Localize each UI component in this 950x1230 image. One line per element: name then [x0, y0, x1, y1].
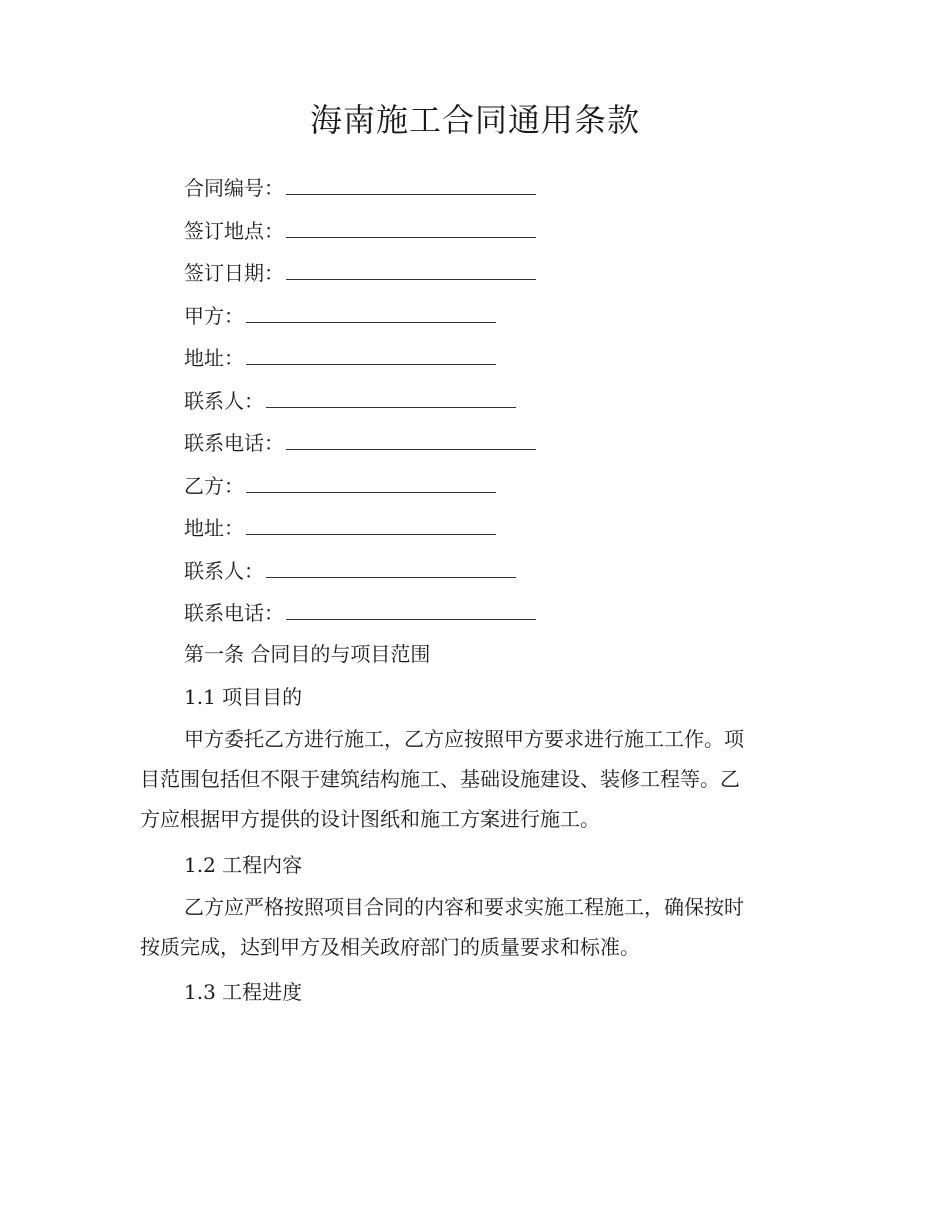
paragraph-line: 按质完成，达到甲方及相关政府部门的质量要求和标准。	[140, 935, 640, 959]
field-party-a-phone	[184, 427, 536, 458]
paragraph-line: 方应根据甲方提供的设计图纸和施工方案进行施工。	[140, 807, 600, 831]
field-party-a-contact	[184, 385, 516, 416]
section-1-1-heading: 1.1 项目目的	[184, 685, 303, 709]
contract-number-blank	[286, 172, 536, 195]
paragraph-line: 甲方委托乙方进行施工，乙方应按照甲方要求进行施工工作。项	[184, 727, 744, 751]
party-b-phone-blank	[286, 597, 536, 620]
field-label: 联系人：	[184, 389, 264, 413]
field-contract-number	[184, 172, 536, 203]
section-1-1-body	[140, 719, 800, 839]
signing-place-blank	[286, 215, 536, 238]
party-a-blank	[246, 300, 496, 323]
field-signing-date	[184, 257, 536, 288]
document-title: 海南施工合同通用条款	[309, 101, 640, 139]
section-1-2-heading: 1.2 工程内容	[184, 853, 303, 877]
party-b-contact-blank	[266, 555, 516, 578]
field-label: 甲方：	[184, 304, 244, 328]
field-label: 地址：	[184, 346, 244, 370]
party-a-contact-blank	[266, 385, 516, 408]
party-a-address-blank	[246, 342, 496, 365]
paragraph-line: 目范围包括但不限于建筑结构施工、基础设施建设、装修工程等。乙	[140, 767, 740, 791]
party-b-blank	[246, 470, 496, 493]
field-party-a-address	[184, 342, 496, 373]
signing-date-blank	[286, 257, 536, 280]
party-b-address-blank	[246, 512, 496, 535]
article-1-heading: 第一条 合同目的与项目范围	[184, 642, 431, 666]
field-party-b-phone	[184, 597, 536, 628]
field-label: 联系电话：	[184, 601, 284, 625]
field-party-a	[184, 300, 496, 331]
field-signing-place	[184, 215, 536, 246]
field-label: 联系人：	[184, 559, 264, 583]
field-party-b-contact	[184, 555, 516, 586]
field-party-b-address	[184, 512, 496, 543]
field-party-b	[184, 470, 496, 501]
field-label: 乙方：	[184, 474, 244, 498]
paragraph-line: 乙方应严格按照项目合同的内容和要求实施工程施工，确保按时	[184, 895, 744, 919]
field-label: 联系电话：	[184, 431, 284, 455]
party-a-phone-blank	[286, 427, 536, 450]
field-label: 签订地点：	[184, 219, 284, 243]
field-label: 地址：	[184, 516, 244, 540]
field-label: 签订日期：	[184, 261, 284, 285]
field-label: 合同编号：	[184, 176, 284, 200]
section-1-3-heading: 1.3 工程进度	[184, 980, 303, 1004]
section-1-2-body	[140, 887, 800, 967]
